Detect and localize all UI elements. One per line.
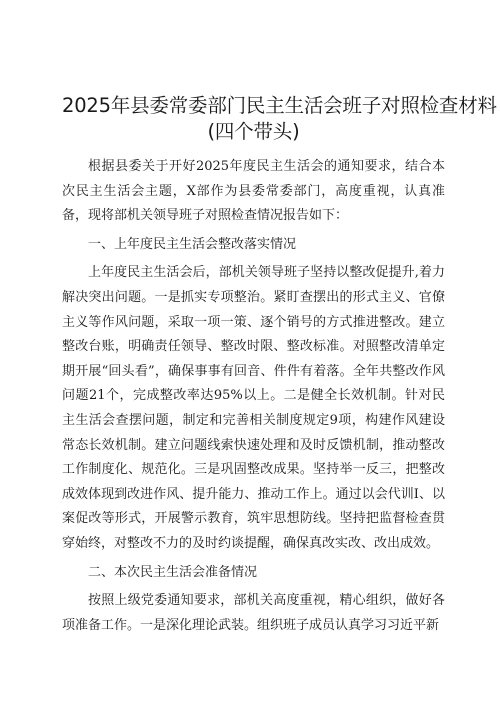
section-1-body: 上年度民主生活会后，部机关领导班子坚持以整改促提升,着力解决突出问题。一是抓实专项整治。紧盯查摆出的形式主义、官僚主义等作风问题，采取一项一策、逐个销号的方式推进整改。建立整改台账，明确责任领导、整改时限、整改标准。对照整改清单定期开展“回头看”，确保事事有回音、件件有着落。全年共整改作风问题21个，完成整改率达95%以上。二是健全长效机制。针对民主生活会查摆问题，制定和完善相关制度规定9项，构建作风建设常态长效机制。建立问题线索快速处理和及时反馈机制，推动整改工作制度化、规范化。三是巩固整改成果。坚持举一反三，把整改成效体现到改进作风、提升能力、推动工作上。通过以会代训I、以案促改等形式，开展警示教育，筑牢思想防线。坚持把监督检查贯穿始终，对整改不力的及时约谈提醒，确保真改实改、改出成效。 [62, 265, 445, 551]
title-line-1: 2025年县委常委部门民主生活会班子对照检查材料 [62, 94, 497, 117]
section-1-heading: 一、上年度民主生活会整改落实情况 [88, 236, 297, 252]
document-title [62, 93, 497, 145]
section-2-body: 按照上级党委通知要求，部机关高度重视，精心组织，做好各项准备工作。一是深化理论武装。组织班子成员认真学习习近平新 [62, 593, 445, 633]
section-2-heading: 二、本次民主生活会准备情况 [88, 564, 258, 580]
title-line-2: (四个带头) [207, 120, 300, 143]
intro-paragraph: 根据县委关于开好2025年度民主生活会的通知要求，结合本次民主生活会主题，X部作为县委常委部门，高度重视，认真准备，现将部机关领导班子对照检查情况报告如下： [62, 159, 445, 224]
